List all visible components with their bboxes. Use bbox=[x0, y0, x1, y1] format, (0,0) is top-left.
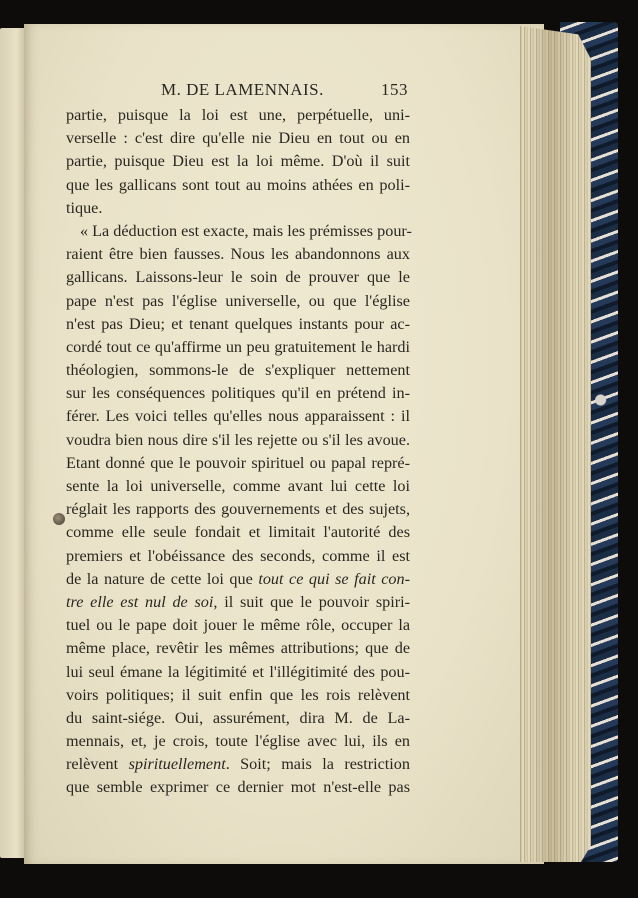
previous-page-edge bbox=[0, 28, 24, 858]
text-line bbox=[66, 661, 410, 684]
text-line bbox=[66, 637, 410, 660]
line-text: même place, revêtir les mêmes attributions; que de bbox=[66, 639, 410, 658]
text-line bbox=[66, 591, 410, 614]
line-text: comme elle seule fondait et limitait l'autorité des bbox=[66, 523, 410, 542]
text-line bbox=[66, 707, 410, 730]
text-line bbox=[66, 290, 410, 313]
text-line bbox=[66, 382, 410, 405]
text-line bbox=[66, 104, 410, 127]
line-text: voudra bien nous dire s'il les rejette ou s'il les avoue. bbox=[66, 430, 410, 449]
line-text: tique. bbox=[66, 198, 103, 217]
line-text: raient être bien fausses. Nous les abandonnons aux bbox=[66, 245, 410, 264]
page-header bbox=[66, 80, 406, 102]
line-text: que semble exprimer ce dernier mot n'est-elle pas bbox=[66, 778, 410, 797]
text-line bbox=[66, 452, 410, 475]
line-text: n'est pas Dieu; et tenant quelques instants pour ac- bbox=[66, 314, 410, 333]
text-line bbox=[66, 197, 410, 220]
text-line bbox=[66, 753, 410, 776]
text-line bbox=[66, 243, 410, 266]
text-line bbox=[66, 776, 410, 799]
text-line bbox=[66, 150, 410, 173]
text-line bbox=[66, 313, 410, 336]
line-text: gallicans. Laissons-leur le soin de prouver que le bbox=[66, 268, 410, 287]
text-line bbox=[66, 568, 410, 591]
text-line bbox=[66, 545, 410, 568]
line-text: « La déduction est exacte, mais les prémisses pour- bbox=[80, 221, 412, 240]
line-text: pape n'est pas l'église universelle, ou que l'église bbox=[66, 291, 410, 310]
text-line bbox=[66, 614, 410, 637]
line-text: premiers et l'obéissance des seconds, comme il est bbox=[66, 546, 410, 565]
text-line bbox=[66, 475, 410, 498]
line-text: théologien, sommons-le de s'expliquer nettement bbox=[66, 361, 410, 380]
line-text: lui seul émane la légitimité et l'illégitimité des pou- bbox=[66, 662, 410, 681]
line-text: sente la loi universelle, comme avant lui cette loi bbox=[66, 477, 410, 495]
line-text: partie, puisque Dieu est la loi même. D'où il suit bbox=[66, 152, 410, 171]
line-text: de la nature de cette loi que bbox=[66, 569, 259, 588]
text-line bbox=[66, 220, 410, 243]
text-line bbox=[66, 498, 410, 521]
line-text: . Soit; mais la restriction bbox=[225, 755, 410, 774]
line-text: verselle : c'est dire qu'elle nie Dieu en tout ou en bbox=[66, 129, 410, 148]
line-text: , il suit que le pouvoir spiri- bbox=[213, 592, 410, 611]
line-text: du saint-siége. Oui, assurément, dira M. de La- bbox=[66, 708, 410, 727]
text-line bbox=[66, 174, 410, 197]
text-line bbox=[66, 521, 410, 544]
text-line bbox=[66, 429, 410, 452]
italic-text: tout ce qui se fait con- bbox=[258, 569, 410, 588]
line-text: que les gallicans sont tout au moins athées en poli- bbox=[66, 175, 410, 194]
text-line bbox=[66, 730, 410, 753]
line-text: partie, puisque la loi est une, perpétuelle, uni- bbox=[66, 106, 410, 124]
italic-text: spirituellement bbox=[128, 755, 226, 774]
line-text: Etant donné que le pouvoir spirituel ou papal repré- bbox=[66, 453, 410, 472]
page-number: 153 bbox=[381, 80, 408, 99]
italic-text: tre elle est nul de soi bbox=[66, 592, 214, 611]
bookmark-pin-icon bbox=[53, 513, 65, 525]
text-line bbox=[66, 336, 410, 359]
running-title: M. DE LAMENNAIS. bbox=[161, 80, 324, 99]
line-text: voirs politiques; il suit enfin que les rois relèvent bbox=[66, 685, 410, 704]
line-text: sur les conséquences politiques qu'il en prétend in- bbox=[66, 384, 410, 403]
line-text: tuel ou le pape doit jouer le même rôle, occuper la bbox=[66, 616, 410, 635]
line-text: réglait les rapports des gouvernements et des sujets, bbox=[66, 500, 410, 519]
text-line bbox=[66, 266, 410, 289]
text-line bbox=[66, 684, 410, 707]
line-text: férer. Les voici telles qu'elles nous apparaissent : il bbox=[66, 407, 410, 426]
text-line bbox=[66, 405, 410, 428]
page-block-edge bbox=[520, 26, 591, 862]
body-text bbox=[66, 104, 410, 800]
text-line bbox=[66, 127, 410, 150]
line-text: cordé tout ce qu'affirme un peu gratuitement le hardi bbox=[66, 337, 410, 356]
text-line bbox=[66, 359, 410, 382]
line-text: relèvent bbox=[66, 755, 129, 774]
line-text: mennais, et, je crois, toute l'église avec lui, ils en bbox=[66, 732, 410, 751]
